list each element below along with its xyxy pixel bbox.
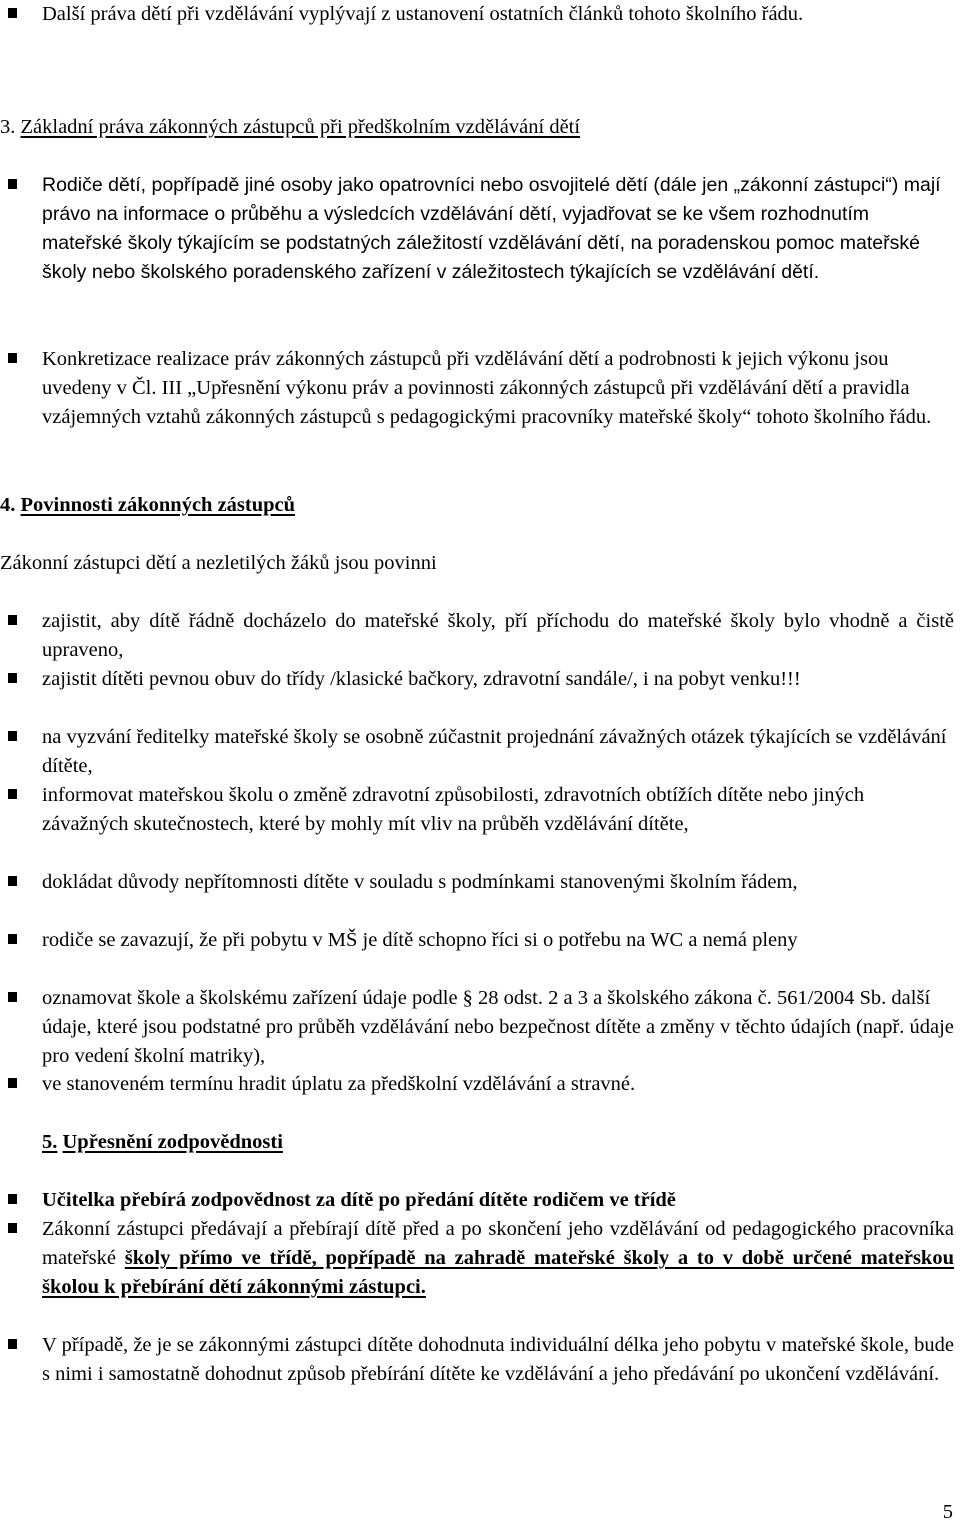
square-bullet-icon — [8, 179, 17, 189]
list-item — [42, 1215, 954, 1302]
section-5-bullet-2-emphasis: školy přímo ve třídě, popřípadě na zahradě mateřské školy a to v době určené mateřskou školou k přebírání dětí zákonnými zástupci. — [42, 1247, 954, 1298]
list-item — [42, 984, 954, 1071]
list-item — [42, 926, 954, 955]
list-item — [42, 607, 954, 665]
square-bullet-icon — [8, 789, 17, 799]
square-bullet-icon — [8, 8, 17, 18]
list-item — [42, 171, 954, 287]
square-bullet-icon — [8, 673, 17, 683]
section-4-title: Povinnosti zákonných zástupců — [20, 494, 296, 516]
page-number: 5 — [942, 1501, 953, 1523]
section-3-bullet-1: Rodiče dětí, popřípadě jiné osoby jako opatrovníci nebo osvojitelé dětí (dále jen „zákonní zástupci“) mají právo na informace o průběhu a výsledcích vzdělávání dětí, vyjadřovat se ke všem rozhodnutím mateřské školy týkajícím se podstatných záležitostí vzdělávání dětí, na poradenskou pomoc mateřské školy nebo školského poradenského zařízení v záležitostech týkajících se vzdělávání dětí. — [42, 174, 941, 283]
square-bullet-icon — [8, 876, 17, 886]
section-3-heading — [0, 113, 940, 142]
list-item — [42, 665, 954, 694]
square-bullet-icon — [8, 615, 17, 625]
section-5-bullet-1: Učitelka přebírá zodpovědnost za dítě po předání dítěte rodičem ve třídě — [42, 1189, 676, 1211]
list-item — [42, 1186, 954, 1215]
section-4-heading — [0, 491, 940, 520]
square-bullet-icon — [8, 1223, 17, 1233]
section-5-title: Upřesnění zodpovědnosti — [62, 1131, 283, 1153]
section-4-number: 4. — [0, 494, 16, 516]
square-bullet-icon — [8, 1339, 17, 1349]
square-bullet-icon — [8, 731, 17, 741]
section-4-bullet-7: oznamovat škole a školskému zařízení údaje podle § 28 odst. 2 a 3 a školského zákona č. 561/2004 Sb. další údaje, které jsou podstatné pro průběh vzdělávání nebo bezpečnost dítěte a změny v těchto údajích (např. údaje pro vedení školní matriky), — [42, 987, 954, 1067]
square-bullet-icon — [8, 353, 17, 363]
section-3-title: Základní práva zákonných zástupců při předškolním vzdělávání dětí — [20, 116, 581, 138]
top-bullet-text: Další práva dětí při vzdělávání vyplývají z ustanovení ostatních článků tohoto školního řádu. — [42, 3, 804, 25]
section-3-number: 3. — [0, 116, 16, 138]
section-4-bullet-3: na vyzvání ředitelky mateřské školy se osobně zúčastnit projednání závažných otázek týkajících se vzdělávání dítěte, — [42, 726, 947, 777]
section-4-bullet-1: zajistit, aby dítě řádně docházelo do mateřské školy, pří příchodu do mateřské školy bylo vhodně a čistě upraveno, — [42, 610, 954, 661]
section-4-bullet-6: rodiče se zavazují, že při pobytu v MŠ je dítě schopno říci si o potřebu na WC a nemá pleny — [42, 929, 798, 951]
list-item — [42, 723, 954, 781]
list-item — [42, 1070, 954, 1099]
square-bullet-icon — [8, 934, 17, 944]
list-item — [42, 345, 954, 432]
square-bullet-icon — [8, 1078, 17, 1088]
section-5-heading — [42, 1128, 942, 1157]
section-4-bullet-5: dokládat důvody nepřítomnosti dítěte v souladu s podmínkami stanovenými školním řádem, — [42, 871, 798, 893]
section-4-intro: Zákonní zástupci dětí a nezletilých žáků jsou povinni — [0, 552, 437, 574]
section-5-bullet-2-plain: Zákonní zástupci předávají a přebírají dítě před a po skončení jeho vzdělávání od pedagogického pracovníka mateřské — [42, 1218, 954, 1269]
list-item — [42, 781, 954, 839]
list-item — [42, 0, 954, 29]
list-item — [42, 1331, 954, 1389]
section-4-bullet-4: informovat mateřskou školu o změně zdravotní způsobilosti, zdravotních obtížích dítěte nebo jiných závažných skutečnostech, které by mohly mít vliv na průběh vzdělávání dítěte, — [42, 784, 865, 835]
list-item — [42, 868, 954, 897]
section-5-bullet-3: V případě, že je se zákonnými zástupci dítěte dohodnuta individuální délka jeho pobytu v mateřské škole, bude s nimi i samostatně dohodnut způsob přebírání dítěte ke vzdělávání a jeho předávání po ukončení vzdělávání. — [42, 1334, 954, 1385]
square-bullet-icon — [8, 992, 17, 1002]
section-3-bullet-2: Konkretizace realizace práv zákonných zástupců při vzdělávání dětí a podrobnosti k jejich výkonu jsou uvedeny v Čl. III „Upřesnění výkonu práv a povinnosti zákonných zástupců při vzdělávání dětí a pravidla vzájemných vztahů zákonných zástupců s pedagogickými pracovníky mateřské školy“ tohoto školního řádu. — [42, 348, 932, 428]
section-4-bullet-2: zajistit dítěti pevnou obuv do třídy /klasické bačkory, zdravotní sandále/, i na pobyt venku!!! — [42, 668, 801, 690]
square-bullet-icon — [8, 1194, 17, 1204]
section-4-bullet-8: ve stanoveném termínu hradit úplatu za předškolní vzdělávání a stravné. — [42, 1073, 636, 1095]
section-5-number: 5. — [42, 1131, 58, 1153]
